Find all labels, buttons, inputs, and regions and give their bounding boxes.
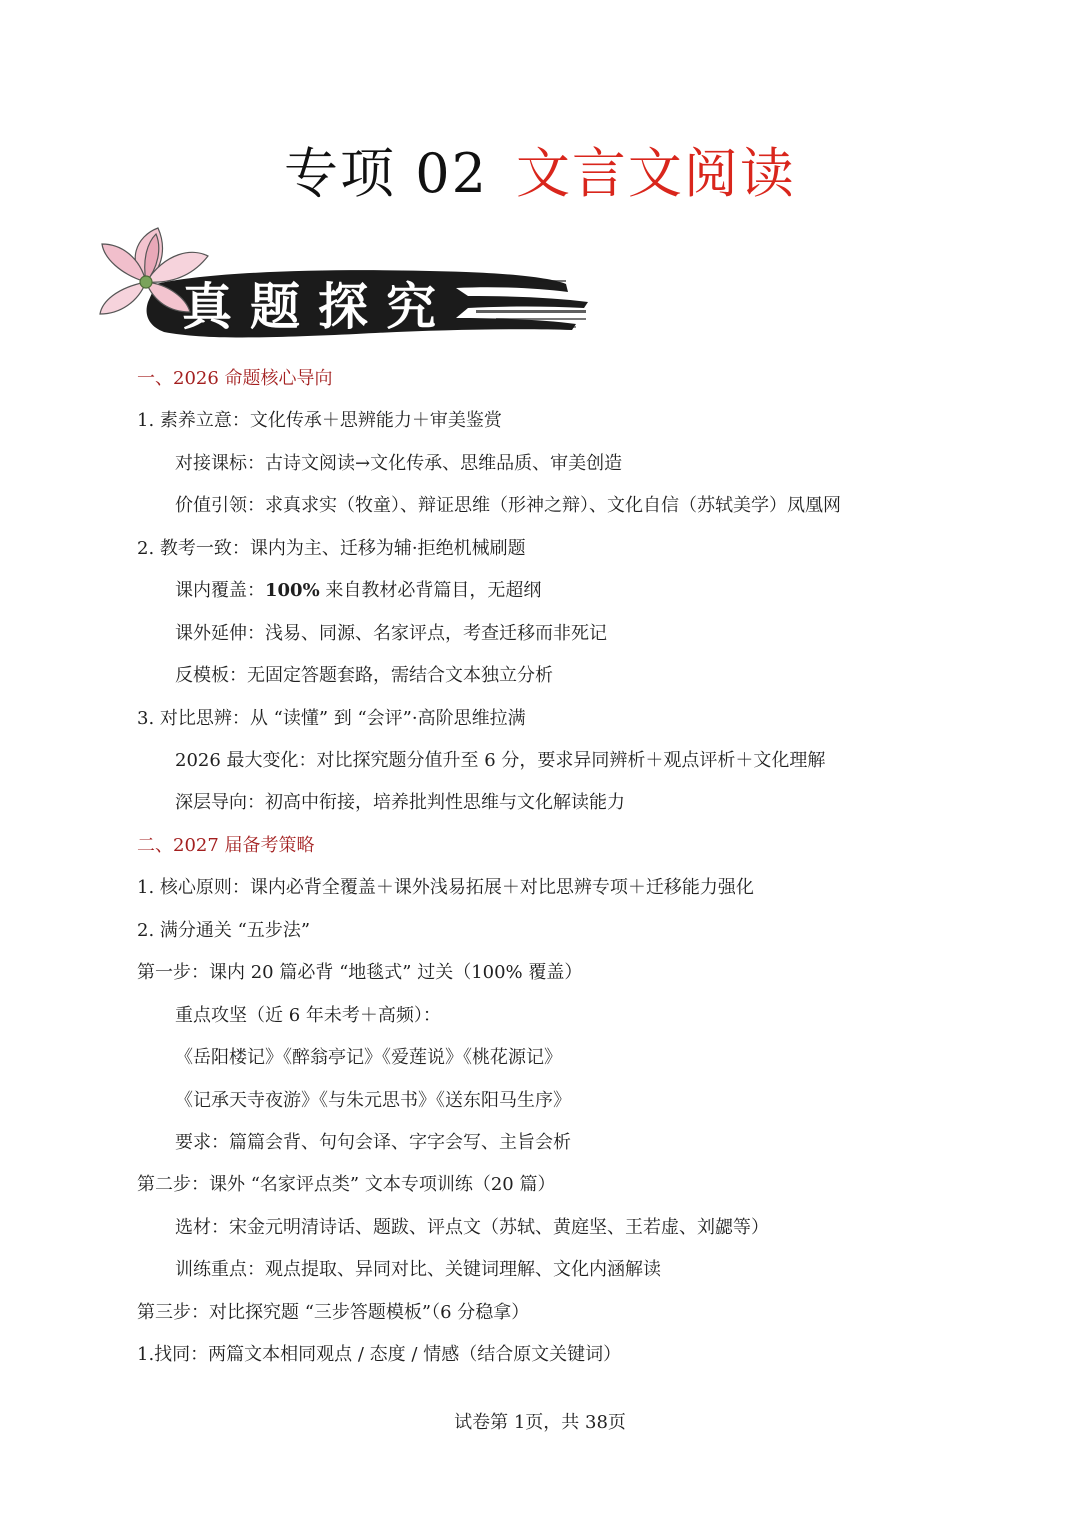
text-line: 《记承天寺夜游》《与朱元思书》《送东阳马生序》 xyxy=(175,1090,571,1111)
text-line: 要求：篇篇会背、句句会译、字字会写、主旨会析 xyxy=(175,1132,571,1153)
banner-title: 真题探究 xyxy=(182,278,454,336)
page-title xyxy=(0,138,1080,210)
text-line: 第一步：课内 20 篇必背 “地毯式” 过关（100% 覆盖） xyxy=(137,962,583,983)
text-bold: 100% xyxy=(265,580,320,601)
text-line: 1. 核心原则：课内必背全覆盖＋课外浅易拓展＋对比思辨专项＋迁移能力强化 xyxy=(137,877,754,898)
text-line xyxy=(175,578,541,604)
text-line: 重点攻坚（近 6 年未考＋高频）： xyxy=(175,1005,441,1026)
section-heading-2: 二、2027 届备考策略 xyxy=(137,835,315,856)
text-line: 第二步：课外 “名家评点类” 文本专项训练（20 篇） xyxy=(137,1174,556,1195)
text-line: 课外延伸：浅易、同源、名家评点，考查迁移而非死记 xyxy=(175,623,607,644)
text-line: 反模板：无固定答题套路，需结合文本独立分析 xyxy=(175,665,553,686)
text-line: 1. 素养立意：文化传承＋思辨能力＋审美鉴赏 xyxy=(137,410,502,431)
text-line: 对接课标：古诗文阅读→文化传承、思维品质、审美创造 xyxy=(175,453,623,474)
text-line: 第三步：对比探究题 “三步答题模板”（6 分稳拿） xyxy=(137,1302,530,1323)
text-line: 深层导向：初高中衔接，培养批判性思维与文化解读能力 xyxy=(175,792,625,813)
text-line: 选材：宋金元明清诗话、题跋、评点文（苏轼、黄庭坚、王若虚、刘勰等） xyxy=(175,1217,769,1238)
text-line: 2. 满分通关 “五步法” xyxy=(137,920,311,941)
text-line: 1.找同：两篇文本相同观点 / 态度 / 情感（结合原文关键词） xyxy=(137,1344,622,1365)
text-line: 价值引领：求真求实（牧童）、辩证思维（形神之辩）、文化自信（苏轼美学）凤凰网 xyxy=(175,495,841,516)
text-line: 3. 对比思辨：从 “读懂” 到 “会评”·高阶思维拉满 xyxy=(137,708,526,729)
text-line: 训练重点：观点提取、异同对比、关键词理解、文化内涵解读 xyxy=(175,1259,661,1280)
text-line: 2026 最大变化：对比探究题分值升至 6 分，要求异同辨析＋观点评析＋文化理解 xyxy=(175,750,826,771)
text-span: 来自教材必背篇目，无超纲 xyxy=(319,580,542,601)
title-prefix: 专项 02 xyxy=(284,142,488,205)
text-line: 《岳阳楼记》《醉翁亭记》《爱莲说》《桃花源记》 xyxy=(175,1047,562,1068)
text-span: 课内覆盖： xyxy=(175,580,265,601)
text-line: 2. 教考一致：课内为主、迁移为辅·拒绝机械刷题 xyxy=(137,538,526,559)
section-heading-1: 一、2026 命题核心导向 xyxy=(137,368,333,389)
page-footer: 试卷第 1页，共 38页 xyxy=(454,1412,626,1433)
title-main: 文言文阅读 xyxy=(515,142,796,205)
